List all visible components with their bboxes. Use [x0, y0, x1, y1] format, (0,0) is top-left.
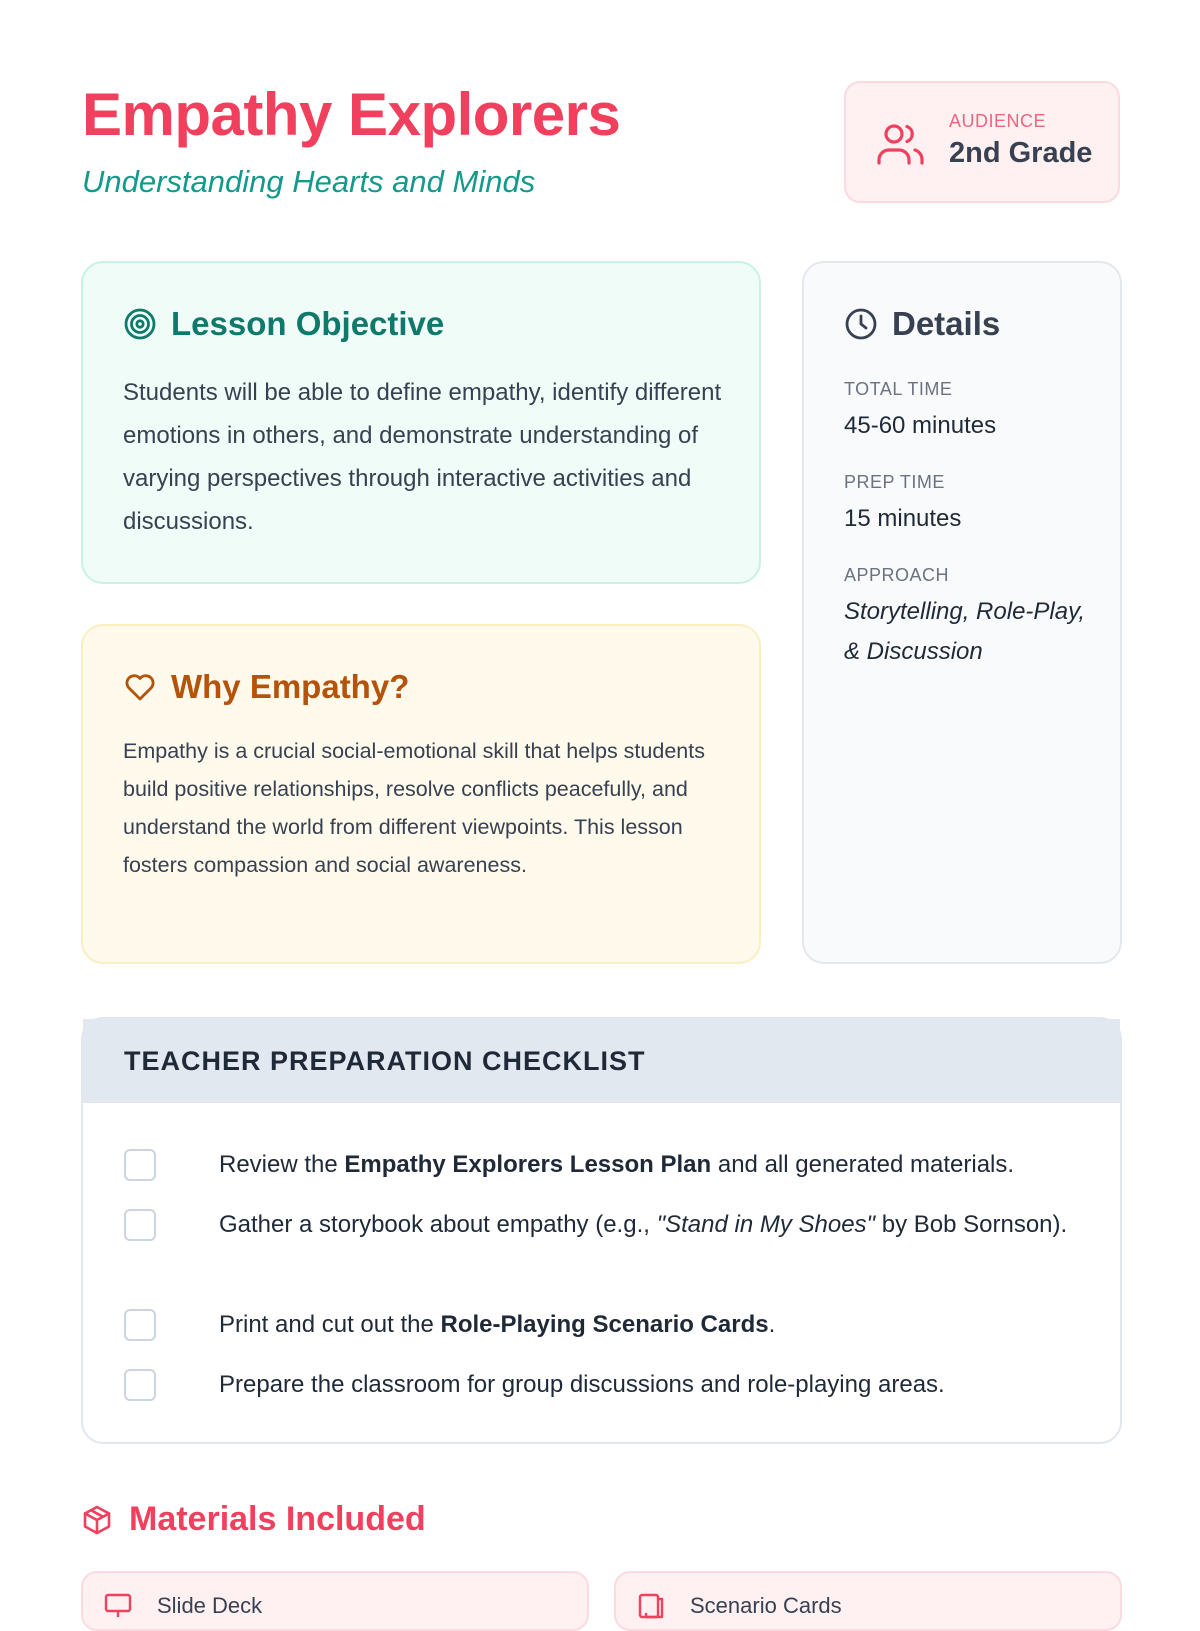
material-label: Slide Deck: [157, 1593, 263, 1618]
checkbox[interactable]: [124, 1309, 156, 1341]
checklist-heading: TEACHER PREPARATION CHECKLIST: [124, 1046, 646, 1076]
checkbox[interactable]: [124, 1149, 156, 1181]
detail-approach: [844, 565, 1094, 672]
detail-value: Storytelling, Role-Play, & Discussion: [844, 598, 1085, 665]
audience-badge: [844, 81, 1120, 203]
detail-prep-time: [844, 472, 961, 539]
item-text: Gather a storybook about empathy (e.g.,: [219, 1211, 657, 1238]
checklist-header: [83, 1019, 1120, 1103]
details-card: [802, 261, 1122, 964]
page-title: Empathy Explorers: [82, 81, 621, 148]
item-text: by Bob Sornson).: [875, 1211, 1068, 1238]
detail-value: 45-60 minutes: [844, 412, 997, 439]
presentation-icon: [103, 1591, 133, 1621]
checkbox[interactable]: [124, 1209, 156, 1241]
materials-heading: Materials Included: [129, 1500, 426, 1538]
item-text: Prepare the classroom for group discussions and role-playing areas.: [219, 1371, 945, 1398]
item-bold-text: Role-Playing Scenario Cards: [440, 1311, 769, 1338]
detail-value: 15 minutes: [844, 505, 962, 532]
item-text: .: [768, 1311, 776, 1338]
item-text: Print and cut out the: [219, 1311, 441, 1338]
detail-label: PREP TIME: [844, 472, 945, 492]
material-item[interactable]: [614, 1571, 1122, 1631]
why-empathy-card: [81, 624, 761, 964]
clock-icon: [844, 307, 878, 341]
detail-total-time: [844, 379, 996, 446]
detail-label: TOTAL TIME: [844, 379, 953, 399]
details-header: [844, 305, 1000, 343]
why-empathy-heading: Why Empathy?: [171, 668, 410, 705]
package-icon: [81, 1504, 113, 1536]
checklist-item-text: [219, 1305, 1079, 1345]
lesson-objective-header: [123, 305, 444, 343]
details-heading: Details: [892, 305, 1001, 342]
item-text: and all generated materials.: [711, 1151, 1015, 1178]
audience-label: AUDIENCE: [949, 111, 1047, 131]
heart-icon: [123, 670, 157, 704]
checklist-item-text: [219, 1365, 1079, 1405]
why-empathy-header: [123, 668, 409, 706]
item-text: Review the: [219, 1151, 345, 1178]
checkbox[interactable]: [124, 1369, 156, 1401]
material-label: Scenario Cards: [690, 1593, 842, 1618]
materials-header: [81, 1500, 426, 1539]
lesson-objective-heading: Lesson Objective: [171, 305, 445, 342]
audience-value: 2nd Grade: [949, 137, 1093, 169]
checklist-item-text: [219, 1205, 1079, 1245]
item-bold-text: Empathy Explorers Lesson Plan: [344, 1151, 712, 1178]
users-icon: [874, 119, 926, 171]
teacher-checklist: [81, 1017, 1122, 1444]
lesson-objective-card: [81, 261, 761, 584]
why-empathy-text: Empathy is a crucial social-emotional skill that helps students build positive relationships, resolve conflicts peacefully, and understand the world from different viewpoints. This lesson fosters compassion and social awareness.: [123, 739, 705, 877]
detail-label: APPROACH: [844, 565, 950, 585]
target-icon: [123, 307, 157, 341]
checklist-item-text: [219, 1145, 1079, 1185]
item-italic-text: "Stand in My Shoes": [656, 1211, 876, 1238]
page-subtitle: Understanding Hearts and Minds: [82, 164, 536, 199]
lesson-objective-text: Students will be able to define empathy, identify different emotions in others, and demonstrate understanding of varying perspectives through interactive activities and discussions.: [123, 379, 722, 535]
cards-icon: [636, 1591, 666, 1621]
material-item[interactable]: [81, 1571, 589, 1631]
